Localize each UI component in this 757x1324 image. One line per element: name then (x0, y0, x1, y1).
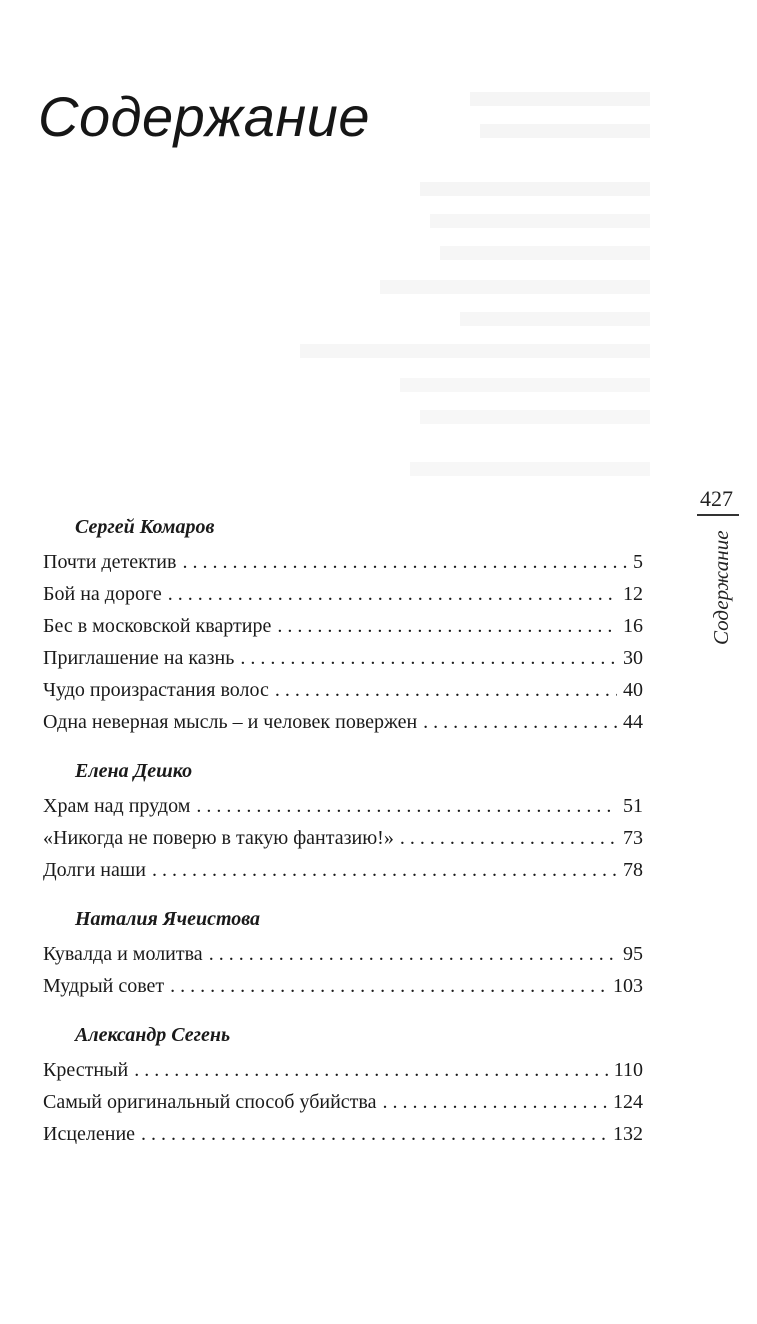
entry-page: 51 (623, 795, 643, 817)
toc-section (43, 904, 643, 1002)
toc-entry[interactable] (43, 970, 643, 1002)
show-through-block (380, 280, 650, 294)
entry-page: 30 (623, 647, 643, 669)
entry-title: Самый оригинальный способ убийства (43, 1091, 377, 1113)
dot-leader (400, 822, 617, 854)
section-author: Елена Дешко (75, 760, 193, 782)
toc-entry[interactable] (43, 854, 643, 886)
entry-page: 73 (623, 827, 643, 849)
entry-page: 95 (623, 943, 643, 965)
section-author: Наталия Ячеистова (75, 908, 261, 930)
entry-page: 12 (623, 583, 643, 605)
show-through-block (480, 124, 650, 138)
toc-entry[interactable] (43, 1118, 643, 1150)
entry-title: Одна неверная мысль – и человек повержен (43, 711, 418, 733)
entry-page: 110 (613, 1059, 643, 1081)
entry-title: Чудо произрастания волос (43, 679, 269, 701)
entry-title: Кувалда и молитва (43, 943, 203, 965)
entry-page: 16 (623, 615, 643, 637)
show-through-block (460, 312, 650, 326)
entry-page: 40 (623, 679, 643, 701)
page-title: Содержание (38, 85, 370, 148)
toc-section (43, 512, 643, 738)
toc-entry[interactable] (43, 546, 643, 578)
dot-leader (168, 578, 617, 610)
entry-page: 5 (633, 551, 643, 573)
entry-title: Долги наши (43, 859, 146, 881)
toc-entry[interactable] (43, 578, 643, 610)
show-through-block (410, 462, 650, 476)
dot-leader (170, 970, 607, 1002)
toc-entry[interactable] (43, 706, 643, 738)
section-author: Александр Сегень (75, 1024, 231, 1046)
dot-leader (152, 854, 617, 886)
dot-leader (277, 610, 617, 642)
entry-title: Мудрый совет (43, 975, 165, 997)
toc-entry[interactable] (43, 790, 643, 822)
dot-leader (141, 1118, 607, 1150)
entry-title: Приглашение на казнь (43, 647, 235, 669)
toc-entry[interactable] (43, 642, 643, 674)
toc-entry[interactable] (43, 822, 643, 854)
show-through-block (470, 92, 650, 106)
entry-title: Храм над прудом (43, 795, 191, 817)
entry-page: 44 (623, 711, 643, 733)
dot-leader (382, 1086, 607, 1118)
toc-entry[interactable] (43, 674, 643, 706)
toc-section (43, 1020, 643, 1150)
show-through-block (400, 378, 650, 392)
entry-title: Бой на дороге (43, 583, 162, 605)
folio-rule (697, 514, 739, 516)
entry-page: 103 (613, 975, 643, 997)
entry-page: 132 (613, 1123, 643, 1145)
dot-leader (209, 938, 617, 970)
entry-title: Почти детектив (43, 551, 177, 573)
entry-title: Исцеление (43, 1123, 136, 1145)
entry-title: «Никогда не поверю в такую фантазию!» (43, 827, 394, 849)
dot-leader (196, 790, 617, 822)
section-author: Сергей Комаров (75, 516, 215, 538)
dot-leader (275, 674, 617, 706)
show-through-block (420, 182, 650, 196)
entry-title: Крестный (43, 1059, 129, 1081)
toc-section (43, 756, 643, 886)
toc-entry[interactable] (43, 1086, 643, 1118)
toc-entry[interactable] (43, 938, 643, 970)
show-through-block (300, 344, 650, 358)
dot-leader (423, 706, 617, 738)
entry-page: 78 (623, 859, 643, 881)
toc-entry[interactable] (43, 610, 643, 642)
toc-entry[interactable] (43, 1054, 643, 1086)
dot-leader (240, 642, 617, 674)
page-number: 427 (700, 486, 733, 511)
table-of-contents (43, 512, 643, 1168)
running-head: Содержание (709, 530, 733, 645)
show-through-block (440, 246, 650, 260)
show-through-block (420, 410, 650, 424)
dot-leader (182, 546, 627, 578)
entry-title: Бес в московской квартире (43, 615, 272, 637)
dot-leader (134, 1054, 608, 1086)
entry-page: 124 (613, 1091, 643, 1113)
show-through-block (430, 214, 650, 228)
